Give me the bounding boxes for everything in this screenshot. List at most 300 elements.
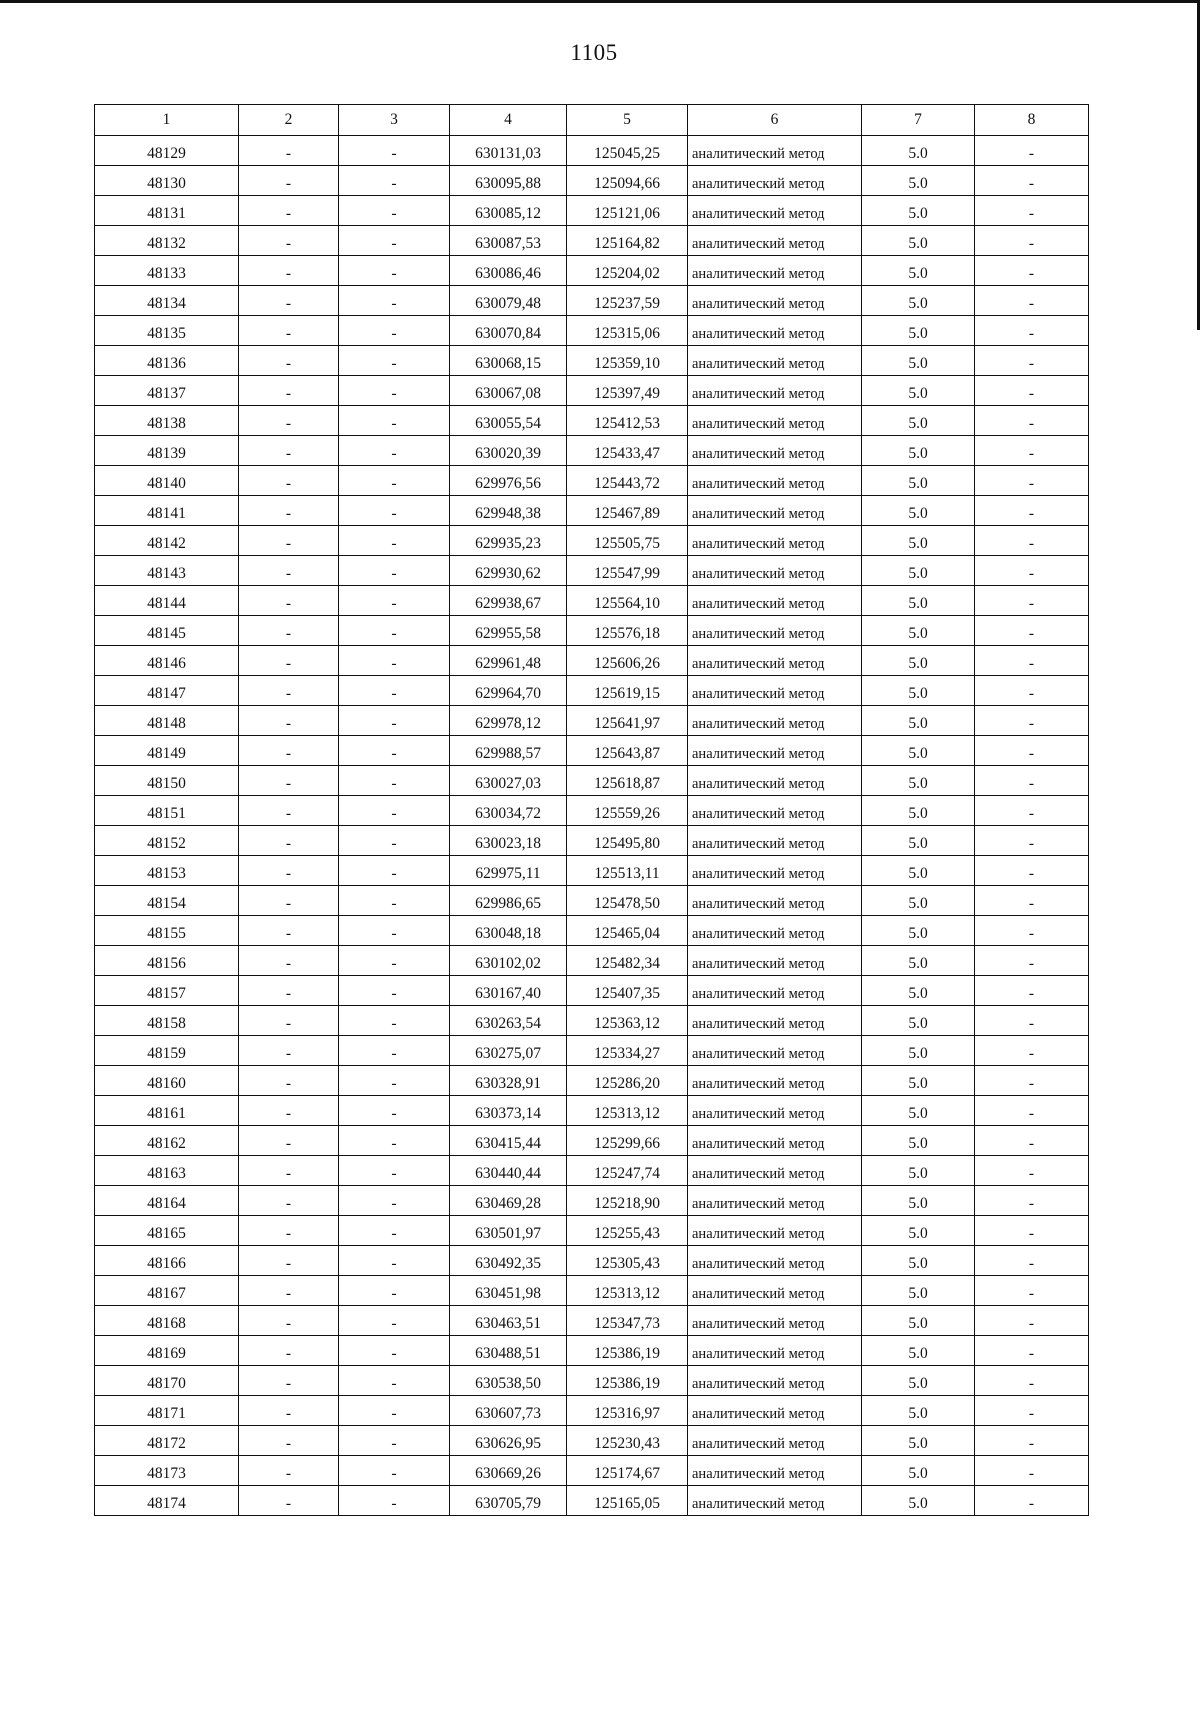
method-cell: аналитический метод: [688, 1036, 862, 1066]
x-coordinate-cell: 629948,38: [450, 496, 567, 526]
col2-cell: -: [239, 916, 339, 946]
point-number-cell: 48162: [95, 1126, 239, 1156]
col3-cell: -: [339, 196, 450, 226]
x-coordinate-cell: 630086,46: [450, 256, 567, 286]
method-cell: аналитический метод: [688, 1246, 862, 1276]
col2-cell: -: [239, 646, 339, 676]
col2-cell: -: [239, 886, 339, 916]
col3-cell: -: [339, 1036, 450, 1066]
col2-cell: -: [239, 1426, 339, 1456]
x-coordinate-cell: 630607,73: [450, 1396, 567, 1426]
col8-cell: -: [975, 1096, 1089, 1126]
accuracy-cell: 5.0: [862, 886, 975, 916]
table-row: [95, 496, 1089, 526]
table-row: [95, 706, 1089, 736]
table-row: [95, 526, 1089, 556]
col2-cell: -: [239, 1276, 339, 1306]
accuracy-cell: 5.0: [862, 1216, 975, 1246]
method-cell: аналитический метод: [688, 1186, 862, 1216]
point-number-cell: 48158: [95, 1006, 239, 1036]
method-cell: аналитический метод: [688, 886, 862, 916]
col3-cell: -: [339, 166, 450, 196]
accuracy-cell: 5.0: [862, 286, 975, 316]
accuracy-cell: 5.0: [862, 736, 975, 766]
col2-cell: -: [239, 1186, 339, 1216]
method-cell: аналитический метод: [688, 526, 862, 556]
y-coordinate-cell: 125495,80: [567, 826, 688, 856]
method-cell: аналитический метод: [688, 646, 862, 676]
method-cell: аналитический метод: [688, 136, 862, 166]
accuracy-cell: 5.0: [862, 556, 975, 586]
col8-cell: -: [975, 706, 1089, 736]
accuracy-cell: 5.0: [862, 586, 975, 616]
col8-cell: -: [975, 1336, 1089, 1366]
point-number-cell: 48140: [95, 466, 239, 496]
col2-cell: -: [239, 676, 339, 706]
method-cell: аналитический метод: [688, 436, 862, 466]
x-coordinate-cell: 630488,51: [450, 1336, 567, 1366]
col2-cell: -: [239, 1336, 339, 1366]
col8-cell: -: [975, 1486, 1089, 1516]
col3-cell: -: [339, 1336, 450, 1366]
x-coordinate-cell: 629964,70: [450, 676, 567, 706]
x-coordinate-cell: 630070,84: [450, 316, 567, 346]
col2-cell: -: [239, 1126, 339, 1156]
table-row: [95, 406, 1089, 436]
x-coordinate-cell: 630048,18: [450, 916, 567, 946]
table-row: [95, 556, 1089, 586]
col8-cell: -: [975, 496, 1089, 526]
accuracy-cell: 5.0: [862, 1066, 975, 1096]
col3-cell: -: [339, 646, 450, 676]
point-number-cell: 48161: [95, 1096, 239, 1126]
accuracy-cell: 5.0: [862, 976, 975, 1006]
method-cell: аналитический метод: [688, 856, 862, 886]
col8-cell: -: [975, 256, 1089, 286]
method-cell: аналитический метод: [688, 1486, 862, 1516]
y-coordinate-cell: 125433,47: [567, 436, 688, 466]
col3-cell: -: [339, 526, 450, 556]
x-coordinate-cell: 630131,03: [450, 136, 567, 166]
method-cell: аналитический метод: [688, 496, 862, 526]
col3-cell: -: [339, 706, 450, 736]
x-coordinate-cell: 629976,56: [450, 466, 567, 496]
col3-cell: -: [339, 586, 450, 616]
table-row: [95, 1366, 1089, 1396]
col8-cell: -: [975, 1036, 1089, 1066]
accuracy-cell: 5.0: [862, 1036, 975, 1066]
table-row: [95, 316, 1089, 346]
col3-cell: -: [339, 496, 450, 526]
x-coordinate-cell: 630085,12: [450, 196, 567, 226]
method-cell: аналитический метод: [688, 826, 862, 856]
accuracy-cell: 5.0: [862, 256, 975, 286]
x-coordinate-cell: 630492,35: [450, 1246, 567, 1276]
col2-cell: -: [239, 1096, 339, 1126]
y-coordinate-cell: 125237,59: [567, 286, 688, 316]
y-coordinate-cell: 125174,67: [567, 1456, 688, 1486]
point-number-cell: 48132: [95, 226, 239, 256]
y-coordinate-cell: 125443,72: [567, 466, 688, 496]
x-coordinate-cell: 630705,79: [450, 1486, 567, 1516]
point-number-cell: 48137: [95, 376, 239, 406]
col8-cell: -: [975, 946, 1089, 976]
col8-cell: -: [975, 226, 1089, 256]
x-coordinate-cell: 630095,88: [450, 166, 567, 196]
y-coordinate-cell: 125316,97: [567, 1396, 688, 1426]
column-header-2: 2: [239, 105, 339, 136]
x-coordinate-cell: 630079,48: [450, 286, 567, 316]
method-cell: аналитический метод: [688, 706, 862, 736]
y-coordinate-cell: 125606,26: [567, 646, 688, 676]
method-cell: аналитический метод: [688, 1396, 862, 1426]
point-number-cell: 48157: [95, 976, 239, 1006]
y-coordinate-cell: 125465,04: [567, 916, 688, 946]
x-coordinate-cell: 630102,02: [450, 946, 567, 976]
col2-cell: -: [239, 436, 339, 466]
col8-cell: -: [975, 1126, 1089, 1156]
method-cell: аналитический метод: [688, 916, 862, 946]
col3-cell: -: [339, 1096, 450, 1126]
x-coordinate-cell: 629955,58: [450, 616, 567, 646]
col2-cell: -: [239, 346, 339, 376]
method-cell: аналитический метод: [688, 1306, 862, 1336]
col2-cell: -: [239, 796, 339, 826]
column-header-1: 1: [95, 105, 239, 136]
y-coordinate-cell: 125513,11: [567, 856, 688, 886]
col8-cell: -: [975, 976, 1089, 1006]
x-coordinate-cell: 630027,03: [450, 766, 567, 796]
accuracy-cell: 5.0: [862, 766, 975, 796]
y-coordinate-cell: 125286,20: [567, 1066, 688, 1096]
coordinates-table: [94, 104, 1089, 1516]
accuracy-cell: 5.0: [862, 1126, 975, 1156]
y-coordinate-cell: 125478,50: [567, 886, 688, 916]
table-row: [95, 136, 1089, 166]
y-coordinate-cell: 125363,12: [567, 1006, 688, 1036]
y-coordinate-cell: 125247,74: [567, 1156, 688, 1186]
point-number-cell: 48164: [95, 1186, 239, 1216]
point-number-cell: 48169: [95, 1336, 239, 1366]
col3-cell: -: [339, 1006, 450, 1036]
x-coordinate-cell: 630538,50: [450, 1366, 567, 1396]
column-header-6: 6: [688, 105, 862, 136]
col3-cell: -: [339, 286, 450, 316]
y-coordinate-cell: 125618,87: [567, 766, 688, 796]
point-number-cell: 48170: [95, 1366, 239, 1396]
col8-cell: -: [975, 586, 1089, 616]
accuracy-cell: 5.0: [862, 166, 975, 196]
y-coordinate-cell: 125386,19: [567, 1336, 688, 1366]
table-row: [95, 196, 1089, 226]
y-coordinate-cell: 125305,43: [567, 1246, 688, 1276]
table-header-row: [95, 105, 1089, 136]
x-coordinate-cell: 630373,14: [450, 1096, 567, 1126]
y-coordinate-cell: 125576,18: [567, 616, 688, 646]
col3-cell: -: [339, 1486, 450, 1516]
y-coordinate-cell: 125094,66: [567, 166, 688, 196]
y-coordinate-cell: 125230,43: [567, 1426, 688, 1456]
table-row: [95, 676, 1089, 706]
point-number-cell: 48148: [95, 706, 239, 736]
col3-cell: -: [339, 1186, 450, 1216]
col2-cell: -: [239, 1156, 339, 1186]
method-cell: аналитический метод: [688, 1216, 862, 1246]
col2-cell: -: [239, 976, 339, 1006]
col8-cell: -: [975, 856, 1089, 886]
table-row: [95, 1246, 1089, 1276]
col8-cell: -: [975, 1246, 1089, 1276]
col2-cell: -: [239, 376, 339, 406]
col8-cell: -: [975, 286, 1089, 316]
col8-cell: -: [975, 1156, 1089, 1186]
table-row: [95, 916, 1089, 946]
x-coordinate-cell: 629935,23: [450, 526, 567, 556]
point-number-cell: 48144: [95, 586, 239, 616]
col2-cell: -: [239, 736, 339, 766]
method-cell: аналитический метод: [688, 376, 862, 406]
point-number-cell: 48133: [95, 256, 239, 286]
table-row: [95, 826, 1089, 856]
col8-cell: -: [975, 646, 1089, 676]
x-coordinate-cell: 630167,40: [450, 976, 567, 1006]
col2-cell: -: [239, 826, 339, 856]
col2-cell: -: [239, 496, 339, 526]
x-coordinate-cell: 629938,67: [450, 586, 567, 616]
table-row: [95, 1036, 1089, 1066]
method-cell: аналитический метод: [688, 196, 862, 226]
point-number-cell: 48154: [95, 886, 239, 916]
col8-cell: -: [975, 1006, 1089, 1036]
accuracy-cell: 5.0: [862, 826, 975, 856]
y-coordinate-cell: 125164,82: [567, 226, 688, 256]
point-number-cell: 48136: [95, 346, 239, 376]
col2-cell: -: [239, 526, 339, 556]
col3-cell: -: [339, 736, 450, 766]
y-coordinate-cell: 125347,73: [567, 1306, 688, 1336]
col8-cell: -: [975, 1066, 1089, 1096]
col3-cell: -: [339, 1456, 450, 1486]
method-cell: аналитический метод: [688, 976, 862, 1006]
x-coordinate-cell: 629961,48: [450, 646, 567, 676]
accuracy-cell: 5.0: [862, 226, 975, 256]
col8-cell: -: [975, 916, 1089, 946]
col8-cell: -: [975, 406, 1089, 436]
method-cell: аналитический метод: [688, 1156, 862, 1186]
method-cell: аналитический метод: [688, 1006, 862, 1036]
x-coordinate-cell: 630023,18: [450, 826, 567, 856]
x-coordinate-cell: 630263,54: [450, 1006, 567, 1036]
point-number-cell: 48168: [95, 1306, 239, 1336]
y-coordinate-cell: 125299,66: [567, 1126, 688, 1156]
col8-cell: -: [975, 1396, 1089, 1426]
column-header-5: 5: [567, 105, 688, 136]
method-cell: аналитический метод: [688, 1426, 862, 1456]
accuracy-cell: 5.0: [862, 1396, 975, 1426]
col2-cell: -: [239, 616, 339, 646]
col3-cell: -: [339, 1426, 450, 1456]
point-number-cell: 48171: [95, 1396, 239, 1426]
col8-cell: -: [975, 1456, 1089, 1486]
col2-cell: -: [239, 586, 339, 616]
col2-cell: -: [239, 1396, 339, 1426]
x-coordinate-cell: 629988,57: [450, 736, 567, 766]
col3-cell: -: [339, 1276, 450, 1306]
y-coordinate-cell: 125313,12: [567, 1096, 688, 1126]
col8-cell: -: [975, 736, 1089, 766]
y-coordinate-cell: 125313,12: [567, 1276, 688, 1306]
col3-cell: -: [339, 256, 450, 286]
method-cell: аналитический метод: [688, 1276, 862, 1306]
column-header-4: 4: [450, 105, 567, 136]
col3-cell: -: [339, 1306, 450, 1336]
col2-cell: -: [239, 136, 339, 166]
point-number-cell: 48173: [95, 1456, 239, 1486]
y-coordinate-cell: 125165,05: [567, 1486, 688, 1516]
col8-cell: -: [975, 1366, 1089, 1396]
col8-cell: -: [975, 556, 1089, 586]
table-row: [95, 166, 1089, 196]
x-coordinate-cell: 630463,51: [450, 1306, 567, 1336]
x-coordinate-cell: 630501,97: [450, 1216, 567, 1246]
y-coordinate-cell: 125315,06: [567, 316, 688, 346]
accuracy-cell: 5.0: [862, 526, 975, 556]
x-coordinate-cell: 630626,95: [450, 1426, 567, 1456]
table-row: [95, 856, 1089, 886]
point-number-cell: 48150: [95, 766, 239, 796]
point-number-cell: 48155: [95, 916, 239, 946]
col3-cell: -: [339, 1396, 450, 1426]
col3-cell: -: [339, 406, 450, 436]
column-header-8: 8: [975, 105, 1089, 136]
accuracy-cell: 5.0: [862, 1006, 975, 1036]
x-coordinate-cell: 630275,07: [450, 1036, 567, 1066]
x-coordinate-cell: 630055,54: [450, 406, 567, 436]
point-number-cell: 48129: [95, 136, 239, 166]
point-number-cell: 48142: [95, 526, 239, 556]
method-cell: аналитический метод: [688, 316, 862, 346]
table-row: [95, 346, 1089, 376]
point-number-cell: 48135: [95, 316, 239, 346]
table-row: [95, 436, 1089, 466]
y-coordinate-cell: 125255,43: [567, 1216, 688, 1246]
table-row: [95, 1486, 1089, 1516]
accuracy-cell: 5.0: [862, 496, 975, 526]
method-cell: аналитический метод: [688, 286, 862, 316]
table-row: [95, 946, 1089, 976]
column-header-7: 7: [862, 105, 975, 136]
x-coordinate-cell: 630034,72: [450, 796, 567, 826]
point-number-cell: 48143: [95, 556, 239, 586]
accuracy-cell: 5.0: [862, 676, 975, 706]
accuracy-cell: 5.0: [862, 1366, 975, 1396]
accuracy-cell: 5.0: [862, 946, 975, 976]
accuracy-cell: 5.0: [862, 136, 975, 166]
method-cell: аналитический метод: [688, 1126, 862, 1156]
col8-cell: -: [975, 676, 1089, 706]
accuracy-cell: 5.0: [862, 1336, 975, 1366]
col2-cell: -: [239, 196, 339, 226]
table-row: [95, 1186, 1089, 1216]
x-coordinate-cell: 630440,44: [450, 1156, 567, 1186]
method-cell: аналитический метод: [688, 1366, 862, 1396]
table-row: [95, 766, 1089, 796]
method-cell: аналитический метод: [688, 406, 862, 436]
col3-cell: -: [339, 136, 450, 166]
y-coordinate-cell: 125643,87: [567, 736, 688, 766]
point-number-cell: 48130: [95, 166, 239, 196]
x-coordinate-cell: 630469,28: [450, 1186, 567, 1216]
table-row: [95, 1276, 1089, 1306]
table-row: [95, 1336, 1089, 1366]
x-coordinate-cell: 629930,62: [450, 556, 567, 586]
method-cell: аналитический метод: [688, 796, 862, 826]
accuracy-cell: 5.0: [862, 1456, 975, 1486]
y-coordinate-cell: 125045,25: [567, 136, 688, 166]
col8-cell: -: [975, 1186, 1089, 1216]
y-coordinate-cell: 125547,99: [567, 556, 688, 586]
col8-cell: -: [975, 886, 1089, 916]
table-row: [95, 886, 1089, 916]
col2-cell: -: [239, 556, 339, 586]
col2-cell: -: [239, 406, 339, 436]
point-number-cell: 48166: [95, 1246, 239, 1276]
col8-cell: -: [975, 136, 1089, 166]
column-header-3: 3: [339, 105, 450, 136]
accuracy-cell: 5.0: [862, 376, 975, 406]
col3-cell: -: [339, 316, 450, 346]
y-coordinate-cell: 125218,90: [567, 1186, 688, 1216]
col3-cell: -: [339, 1066, 450, 1096]
col3-cell: -: [339, 1156, 450, 1186]
accuracy-cell: 5.0: [862, 706, 975, 736]
x-coordinate-cell: 630068,15: [450, 346, 567, 376]
accuracy-cell: 5.0: [862, 1276, 975, 1306]
col3-cell: -: [339, 616, 450, 646]
col2-cell: -: [239, 1036, 339, 1066]
point-number-cell: 48167: [95, 1276, 239, 1306]
accuracy-cell: 5.0: [862, 1186, 975, 1216]
method-cell: аналитический метод: [688, 1456, 862, 1486]
point-number-cell: 48153: [95, 856, 239, 886]
col3-cell: -: [339, 916, 450, 946]
table-row: [95, 586, 1089, 616]
table-row: [95, 1156, 1089, 1186]
y-coordinate-cell: 125412,53: [567, 406, 688, 436]
table-row: [95, 1306, 1089, 1336]
col3-cell: -: [339, 1246, 450, 1276]
point-number-cell: 48147: [95, 676, 239, 706]
point-number-cell: 48151: [95, 796, 239, 826]
col2-cell: -: [239, 226, 339, 256]
accuracy-cell: 5.0: [862, 856, 975, 886]
col3-cell: -: [339, 1216, 450, 1246]
accuracy-cell: 5.0: [862, 1306, 975, 1336]
col3-cell: -: [339, 856, 450, 886]
x-coordinate-cell: 629986,65: [450, 886, 567, 916]
y-coordinate-cell: 125407,35: [567, 976, 688, 1006]
col2-cell: -: [239, 286, 339, 316]
table-row: [95, 1396, 1089, 1426]
table-row: [95, 1426, 1089, 1456]
y-coordinate-cell: 125619,15: [567, 676, 688, 706]
col3-cell: -: [339, 676, 450, 706]
col2-cell: -: [239, 316, 339, 346]
point-number-cell: 48172: [95, 1426, 239, 1456]
accuracy-cell: 5.0: [862, 646, 975, 676]
y-coordinate-cell: 125334,27: [567, 1036, 688, 1066]
method-cell: аналитический метод: [688, 466, 862, 496]
